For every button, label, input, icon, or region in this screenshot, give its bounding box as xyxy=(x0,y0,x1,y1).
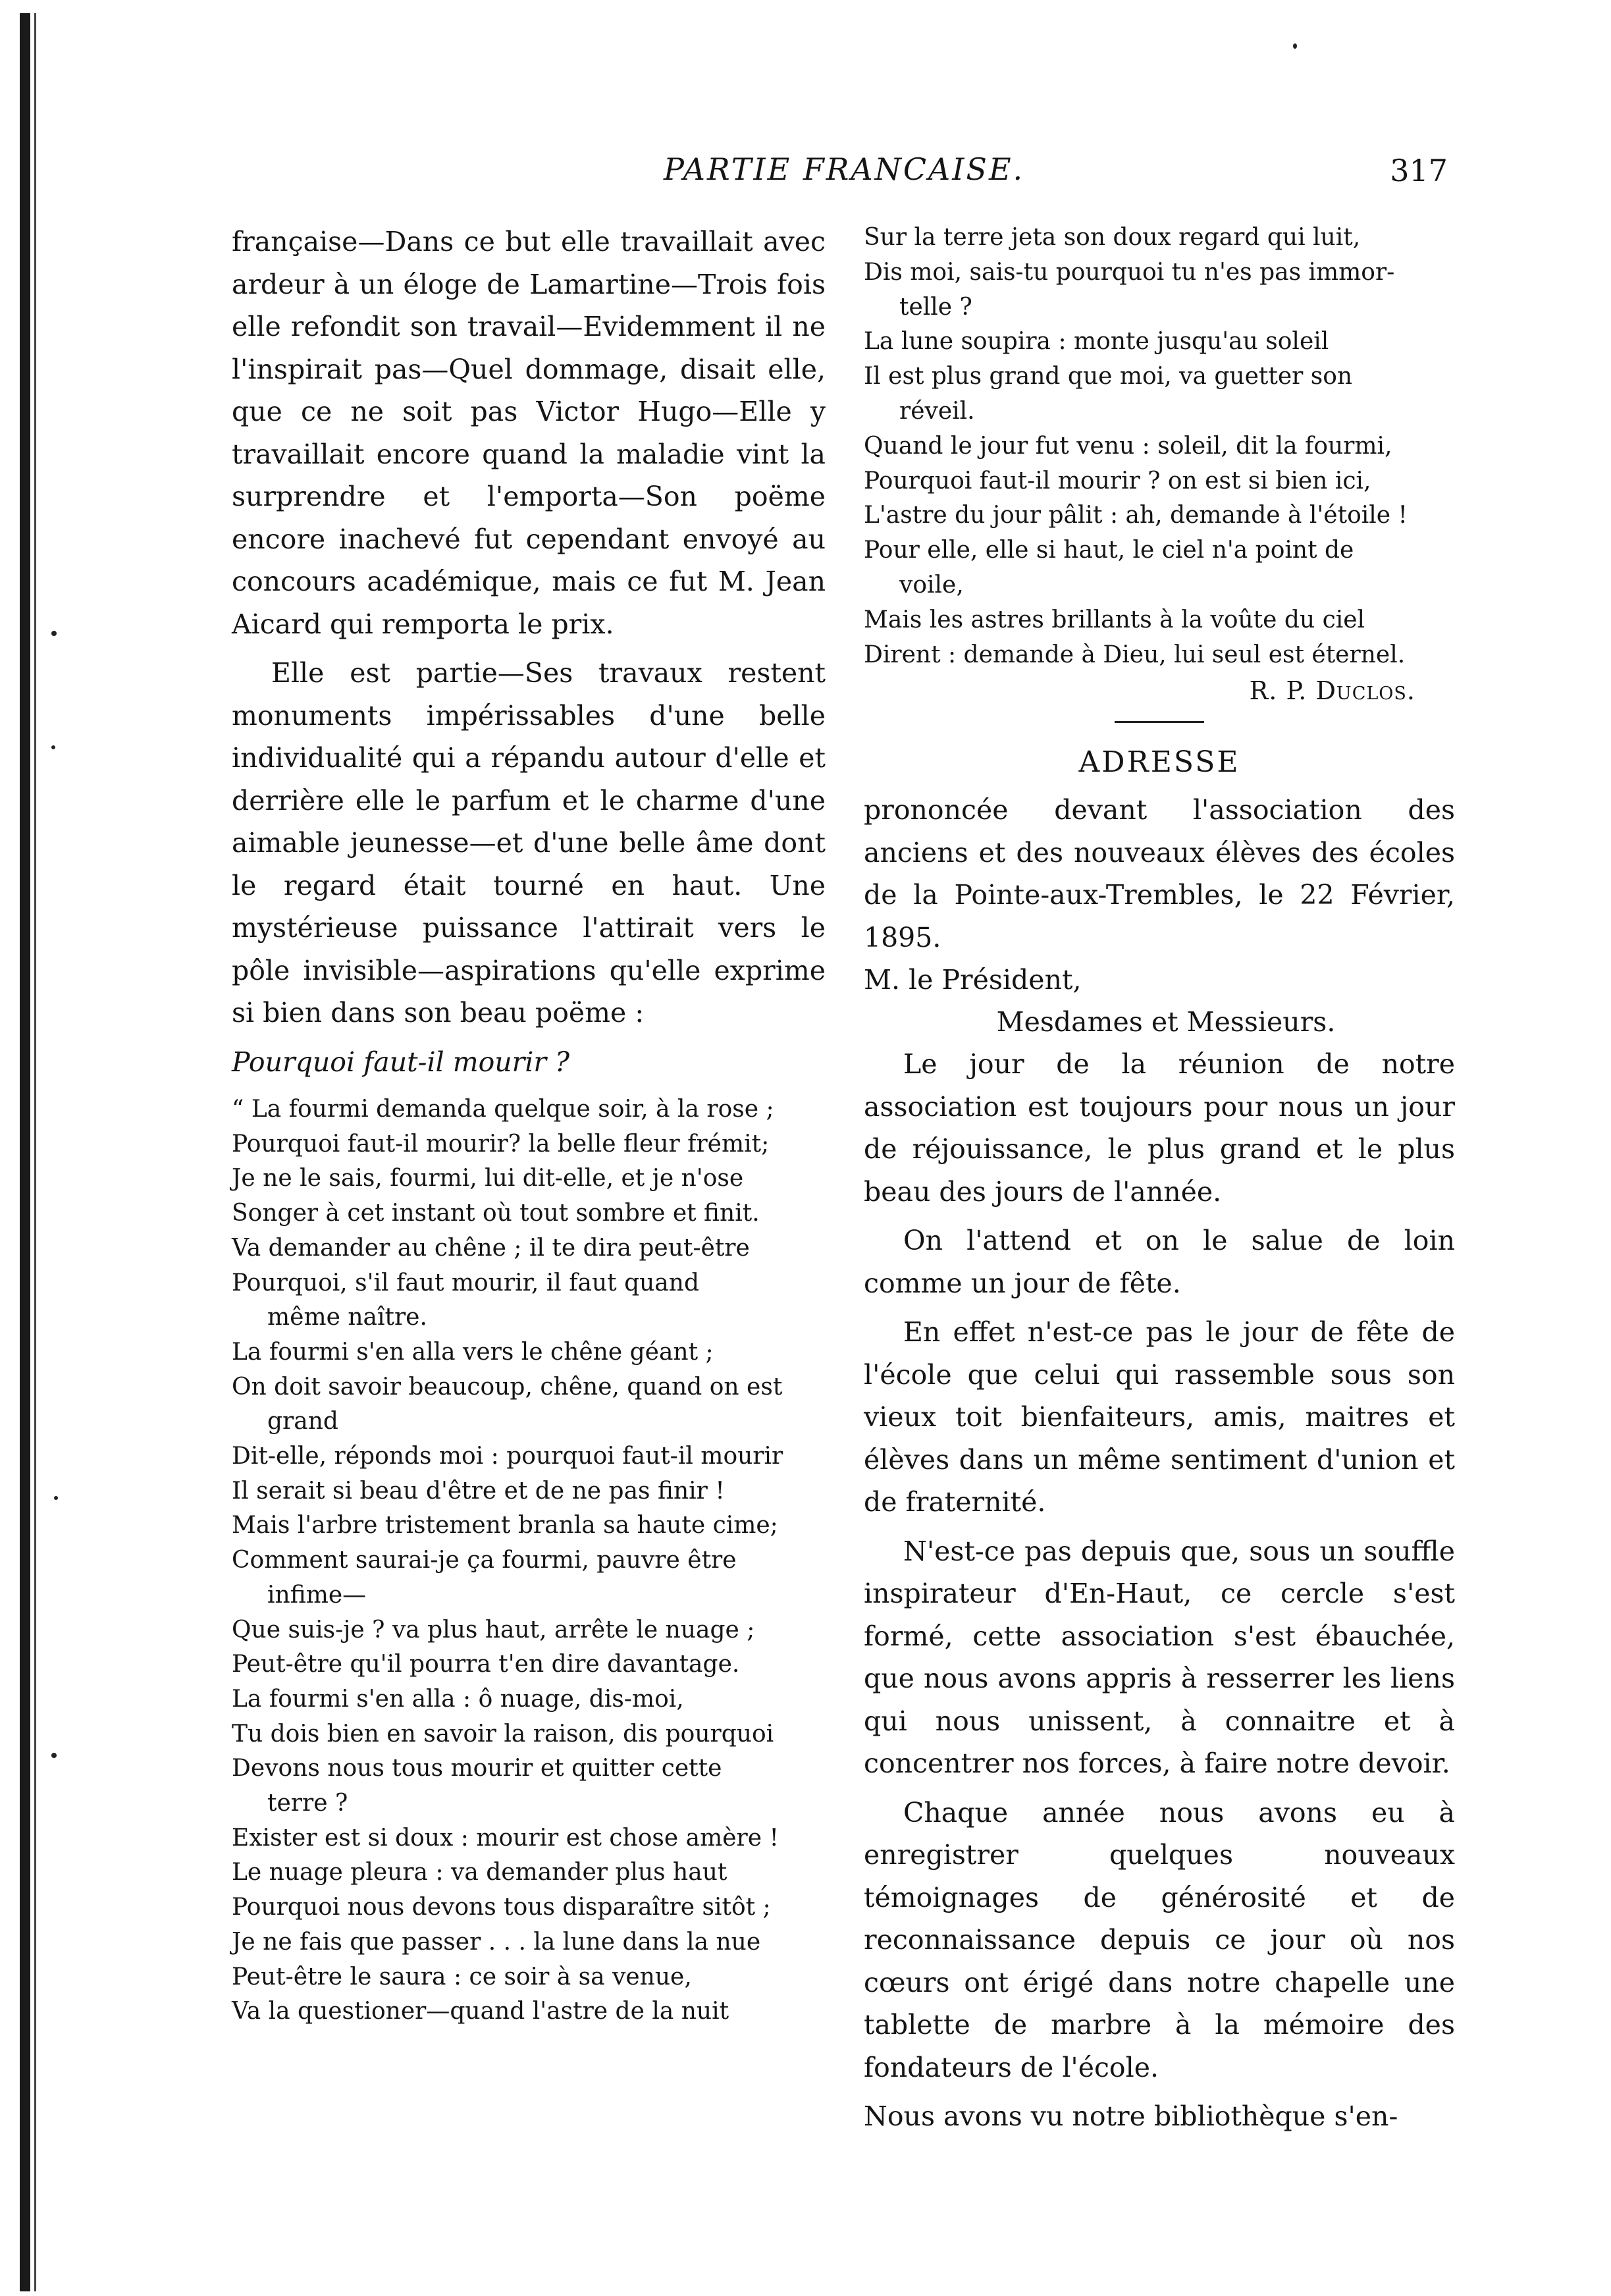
section-title: ADRESSE xyxy=(1078,745,1240,780)
poem-line: Je ne fais que passer . . . la lune dans la nue xyxy=(232,1928,761,1956)
poem-line: Pourquoi faut-il mourir ? on est si bien ici, xyxy=(864,467,1371,494)
paragraph: En effet n'est-ce pas le jour de fête de l'école que celui qui rassemble sous son vieux toit bienfaiteurs, amis, maitres et élèves dans un même sentiment d'union et de fraternité. xyxy=(864,1316,1455,1518)
poem-line: Je ne le sais, fourmi, lui dit-elle, et je n'ose xyxy=(232,1165,744,1192)
poem-continuation xyxy=(864,221,1455,672)
print-speck xyxy=(54,1496,58,1500)
poem-line: Que suis-je ? va plus haut, arrête le nuage ; xyxy=(232,1616,755,1643)
poem-line: Il serait si beau d'être et de ne pas finir ! xyxy=(232,1477,725,1505)
poem-line: Il est plus grand que moi, va guetter son xyxy=(864,363,1353,390)
poem-line: Comment saurai-je ça fourmi, pauvre être xyxy=(232,1547,737,1574)
left-column xyxy=(232,221,826,2029)
poem-line: Va la questioner—quand l'astre de la nuit xyxy=(232,1998,729,2025)
page-number: 317 xyxy=(1390,153,1448,188)
poem-line: terre ? xyxy=(267,1790,348,1817)
poem-line: “ La fourmi demanda quelque soir, à la rose ; xyxy=(232,1096,774,1123)
paragraph: Elle est partie—Ses travaux restent monuments impérissables d'une belle individualité qui a répandu autour d'elle et derrière elle le parfum et le charme d'une aimable jeunesse—et d'une belle âme dont le regard était tourné en haut. Une mystérieuse puissance l'attirait vers le pôle invisible—aspirations qu'elle exprime si bien dans son beau poëme : xyxy=(232,657,826,1028)
right-column xyxy=(864,221,1455,2138)
poem-line: La lune soupira : monte jusqu'au soleil xyxy=(864,328,1329,356)
poem-line: même naître. xyxy=(267,1304,427,1331)
poem-line: Songer à cet instant où tout sombre et finit. xyxy=(232,1200,760,1227)
poem-line: Va demander au chêne ; il te dira peut-être xyxy=(232,1234,750,1262)
poem-line: Pourquoi faut-il mourir? la belle fleur frémit; xyxy=(232,1130,770,1158)
paragraph: française—Dans ce but elle travaillait avec ardeur à un éloge de Lamartine—Trois fois elle refondit son travail—Evidemment il ne l'inspirait pas—Quel dommage, disait elle, que ce ne soit pas Victor Hugo—Elle y travaillait encore quand la maladie vint la surprendre et l'emporta—Son poëme encore inachevé fut cependant envoyé au concours académique, mais ce fut M. Jean Aicard qui remporta le prix. xyxy=(232,226,826,640)
poem-line: Pourquoi, s'il faut mourir, il faut quand xyxy=(232,1269,699,1296)
paragraph: Chaque année nous avons eu à enregistrer quelques nouveaux témoignages de générosité et de reconnaissance depuis ce jour où nos cœurs ont érigé dans notre chapelle une tablette de marbre à la mémoire des fondateurs de l'école. xyxy=(864,1796,1455,2083)
poem-line: infime— xyxy=(267,1581,367,1609)
poem-line: L'astre du jour pâlit : ah, demande à l'étoile ! xyxy=(864,502,1408,529)
poem-line: voile, xyxy=(899,571,964,599)
poem-line: La fourmi s'en alla vers le chêne géant ; xyxy=(232,1338,714,1366)
poem-line: Mais l'arbre tristement branla sa haute cime; xyxy=(232,1512,778,1539)
print-speck xyxy=(51,631,57,636)
poem-line: Dis moi, sais-tu pourquoi tu n'es pas immor- xyxy=(864,258,1395,286)
divider xyxy=(1115,721,1204,723)
poem-line: Peut-être qu'il pourra t'en dire davantage. xyxy=(232,1651,740,1678)
poem-line: Pourquoi nous devons tous disparaître sitôt ; xyxy=(232,1894,771,1921)
poem-line: Devons nous tous mourir et quitter cette xyxy=(232,1755,722,1782)
paragraph: On l'attend et on le salue de loin comme un jour de fête. xyxy=(864,1225,1455,1299)
print-speck xyxy=(51,1753,57,1758)
paragraph: N'est-ce pas depuis que, sous un souffle inspirateur d'En-Haut, ce cercle s'est formé, cette association s'est ébauchée, que nous avons appris à resserrer les liens qui nous unissent, à connaitre et à concentrer nos forces, à faire notre devoir. xyxy=(864,1535,1455,1780)
poem-line: Dit-elle, réponds moi : pourquoi faut-il mourir xyxy=(232,1443,783,1470)
poem-line: telle ? xyxy=(899,293,972,321)
poem-line: Quand le jour fut venu : soleil, dit la fourmi, xyxy=(864,432,1392,460)
poem-line: Peut-être le saura : ce soir à sa venue, xyxy=(232,1963,692,1990)
binding-edge-line xyxy=(34,13,36,2291)
salutation: Mesdames et Messieurs. xyxy=(996,1006,1336,1038)
poem-line: réveil. xyxy=(899,397,975,425)
poem-line: Le nuage pleura : va demander plus haut xyxy=(232,1859,727,1886)
poem-line: Tu dois bien en savoir la raison, dis pourquoi xyxy=(232,1720,774,1748)
paragraph: Nous avons vu notre bibliothèque s'en- xyxy=(864,2100,1398,2133)
paragraph: Le jour de la réunion de notre association est toujours pour nous un jour de réjouissance, le plus grand et le plus beau des jours de l'année. xyxy=(864,1048,1455,1208)
poem-line: Mais les astres brillants à la voûte du ciel xyxy=(864,606,1365,633)
poem-line: Sur la terre jeta son doux regard qui luit, xyxy=(864,224,1361,251)
poem-line: La fourmi s'en alla : ô nuage, dis-moi, xyxy=(232,1685,684,1713)
poem-line: Pour elle, elle si haut, le ciel n'a point de xyxy=(864,537,1354,564)
poem-line: grand xyxy=(267,1408,338,1435)
signature: R. P. Duclos. xyxy=(1249,676,1415,706)
print-speck xyxy=(51,745,55,749)
poem-line: Exister est si doux : mourir est chose amère ! xyxy=(232,1824,779,1852)
poem-line: Dirent : demande à Dieu, lui seul est éternel. xyxy=(864,641,1406,668)
print-speck xyxy=(1293,43,1297,49)
running-title: PARTIE FRANCAISE. xyxy=(664,151,1025,187)
poem-line: On doit savoir beaucoup, chêne, quand on est xyxy=(232,1373,783,1401)
binding-edge xyxy=(20,13,30,2291)
salutation: M. le Président, xyxy=(864,964,1082,996)
intro-paragraph: prononcée devant l'association des anciens et des nouveaux élèves des écoles de la Pointe-aux-Trembles, le 22 Février, 1895. xyxy=(864,794,1455,953)
poem xyxy=(232,1092,826,2029)
poem-title: Pourquoi faut-il mourir ? xyxy=(232,1046,570,1078)
